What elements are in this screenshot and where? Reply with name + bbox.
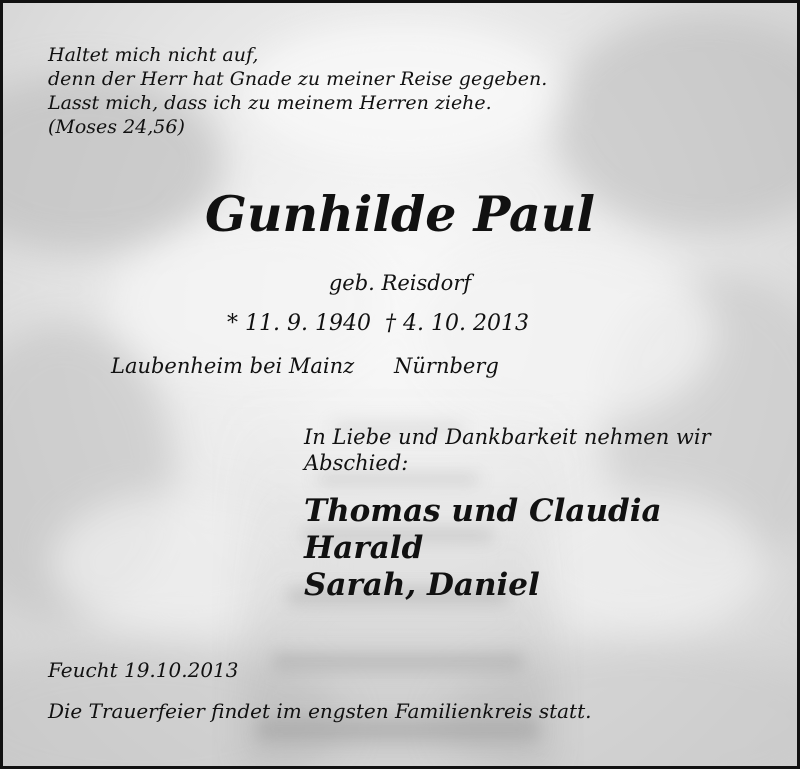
quote-line: Lasst mich, dass ich zu meinem Herren ziehe. bbox=[48, 92, 492, 114]
mourner-name: Sarah, Daniel bbox=[304, 567, 540, 603]
birth-place: Laubenheim bei Mainz bbox=[111, 354, 355, 378]
funeral-note: Die Trauerfeier findet im engsten Familienkreis statt. bbox=[48, 699, 592, 723]
mourner-name: Harald bbox=[304, 530, 424, 566]
quote-line: Haltet mich nicht auf, bbox=[48, 44, 259, 66]
bible-quote bbox=[48, 43, 547, 139]
farewell-line: In Liebe und Dankbarkeit nehmen wir bbox=[304, 425, 711, 449]
mourner-name: Thomas und Claudia bbox=[304, 493, 662, 529]
quote-line: denn der Herr hat Gnade zu meiner Reise gegeben. bbox=[48, 68, 548, 90]
quote-source: (Moses 24,56) bbox=[48, 116, 185, 138]
mourners-list bbox=[304, 493, 662, 604]
place-and-date: Feucht 19.10.2013 bbox=[48, 658, 239, 682]
death-date: † 4. 10. 2013 bbox=[385, 311, 529, 336]
farewell-text bbox=[304, 424, 711, 476]
death-place: Nürnberg bbox=[394, 354, 499, 378]
maiden-name: geb. Reisdorf bbox=[328, 271, 472, 295]
farewell-line: Abschied: bbox=[304, 451, 409, 475]
deceased-name: Gunhilde Paul bbox=[205, 185, 595, 243]
birth-date: * 11. 9. 1940 bbox=[227, 311, 371, 336]
